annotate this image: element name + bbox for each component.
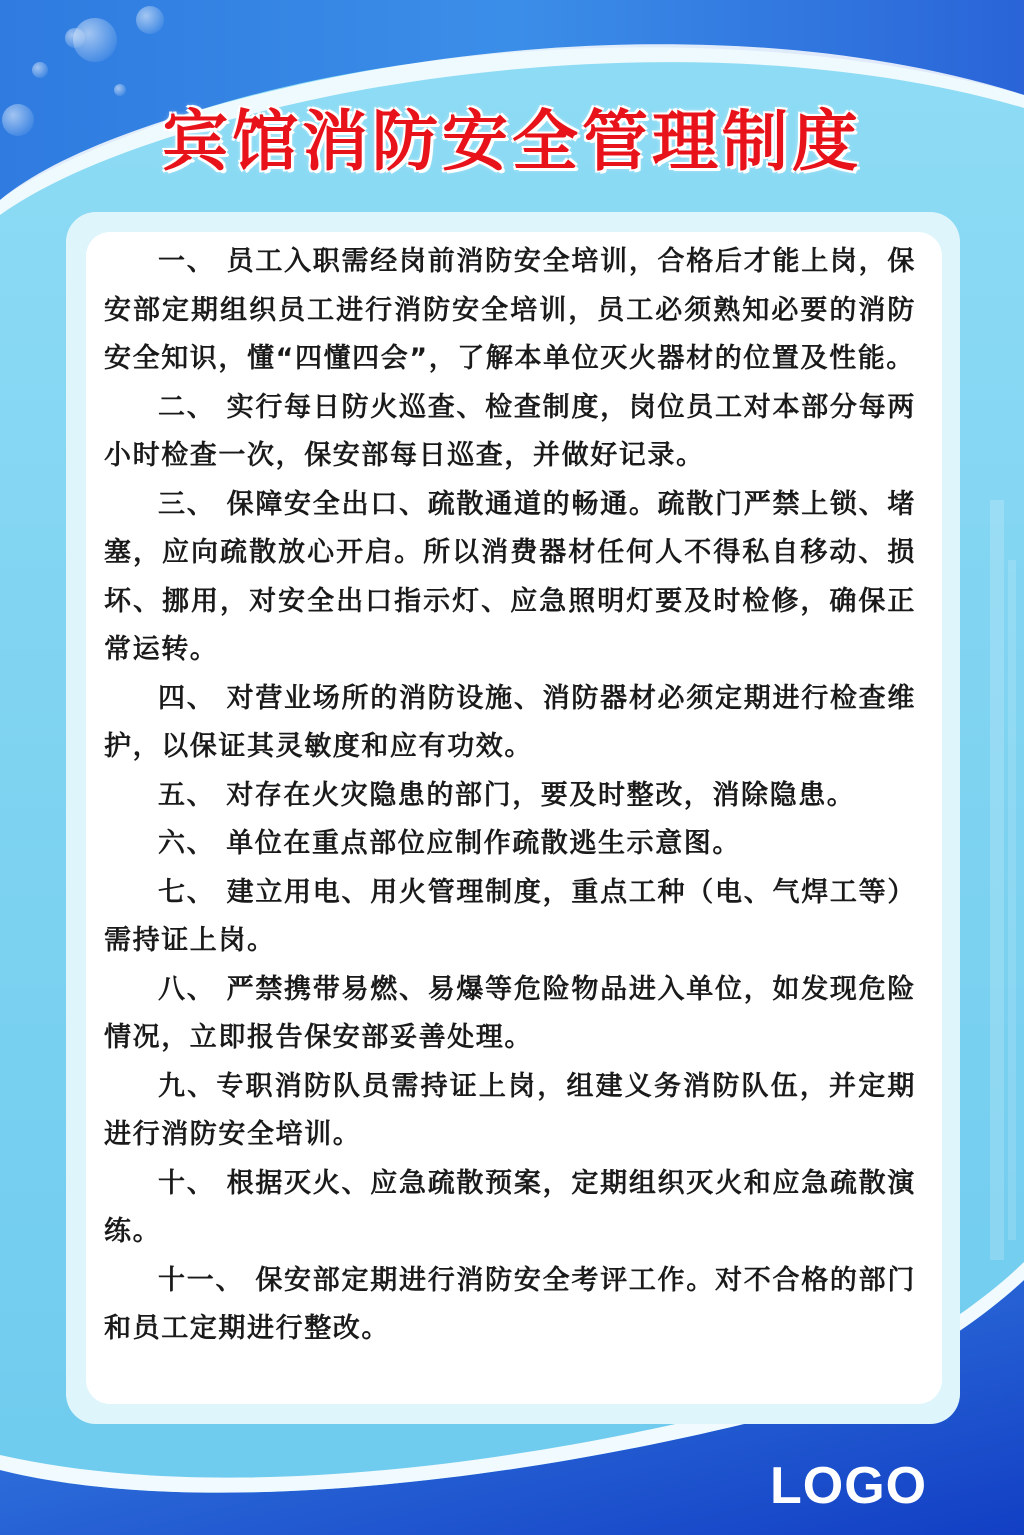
regulation-item: 十、 根据灭火、应急疏散预案，定期组织灭火和应急疏散演练。: [104, 1167, 916, 1247]
regulation-item: 四、 对营业场所的消防设施、消防器材必须定期进行检查维 护，以保证其灵敏度和应有功效。: [104, 682, 916, 762]
regulation-list: [104, 238, 916, 1354]
regulation-item: 八、 严禁携带易燃、易爆等危险物品进入单位，如发现危险 情况，立即报告保安部妥善处理。: [104, 973, 916, 1053]
regulation-item: 一、 员工入职需经岗前消防安全培训，合格后才能上岗，保安部定期组织员工进行消防安全培训，员工必须熟知必要的消防安全知识，懂“四懂四会”，了解本单位灭火器材的位置及性能。: [104, 246, 916, 374]
regulation-item: 九、专职消防队员需持证上岗，组建义务消防队伍，并定期进行消防安全培训。: [104, 1070, 916, 1150]
page-title: 宾馆消防安全管理制度: [162, 103, 862, 180]
regulation-item: 二、 实行每日防火巡查、检查制度，岗位员工对本部分每两 小时检查一次，保安部每日巡查，并做好记录。: [104, 391, 916, 471]
regulation-item: 六、 单位在重点部位应制作疏散逃生示意图。: [158, 828, 741, 859]
regulation-item: 五、 对存在火灾隐患的部门，要及时整改，消除隐患。: [158, 779, 856, 811]
regulation-item: 三、 保障安全出口、疏散通道的畅通。疏散门严禁上锁、堵 塞，应向疏散放心开启。所以消费器材任何人不得私自移动、损坏、挪用，对安全出口指示灯、应急照明灯要及时检修，确保正常运转。: [104, 488, 916, 665]
regulation-item: 十一、 保安部定期进行消防安全考评工作。对不合格的部门和员工定期进行整改。: [104, 1264, 916, 1344]
logo: LOGO: [770, 1457, 928, 1515]
regulation-item: 七、 建立用电、用火管理制度，重点工种（电、气焊工等） 需持证上岗。: [104, 876, 916, 956]
